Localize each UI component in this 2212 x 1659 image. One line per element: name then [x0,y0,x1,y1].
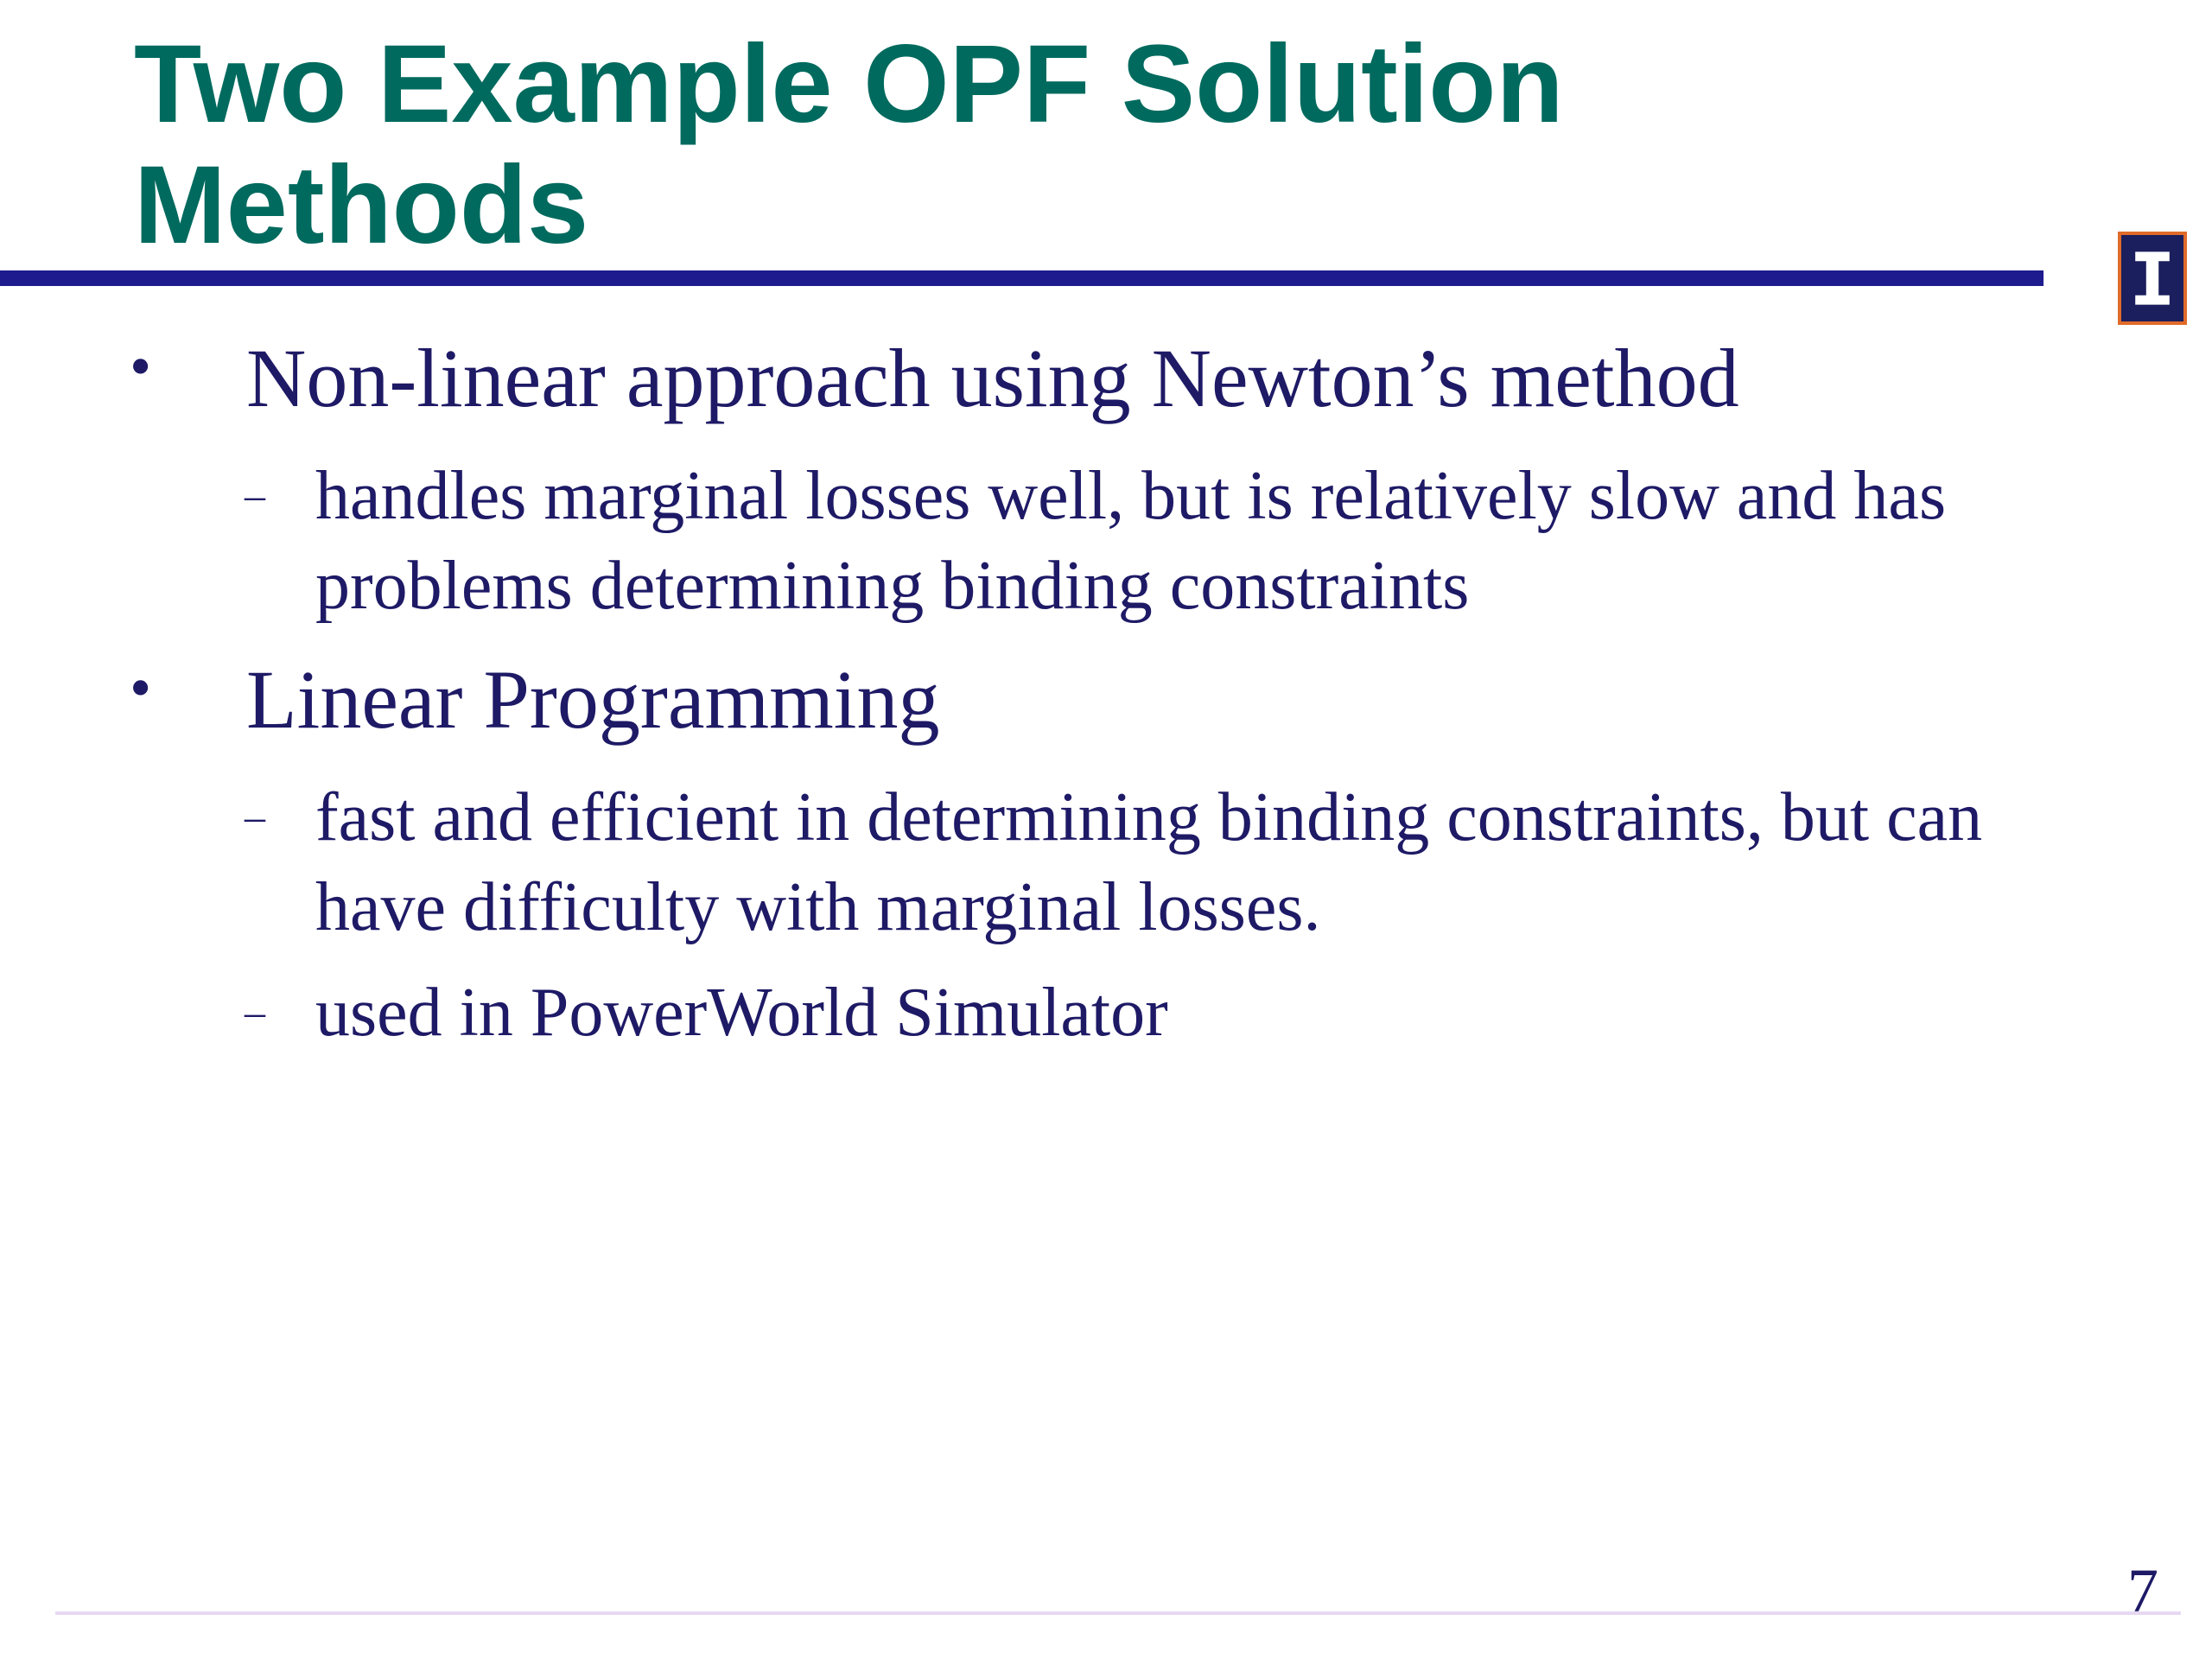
sub-bullet-text: used in PowerWorld Simulator [315,975,1168,1051]
sub-bullet-marker: – [245,989,265,1035]
slide-title: Two Example OPF Solution Methods [134,22,1564,267]
sub-bullet-marker: – [245,473,265,518]
bullet-marker: • [130,653,152,722]
bullet-text: Non-linear approach using Newton’s method [246,332,1739,424]
footer-rule [55,1611,2181,1615]
bullet-marker: • [130,332,152,401]
sub-bullet-marker: – [245,794,265,840]
page-number: 7 [2127,1556,2158,1625]
sub-bullet-text: handles marginal losses well, but is relatively slow and has problems determining binding constraints [315,458,1947,624]
sub-bullet-text: fast and efficient in determining binding constraints, but can have difficulty with marginal losses. [315,779,1983,945]
bullet-text: Linear Programming [246,653,940,746]
